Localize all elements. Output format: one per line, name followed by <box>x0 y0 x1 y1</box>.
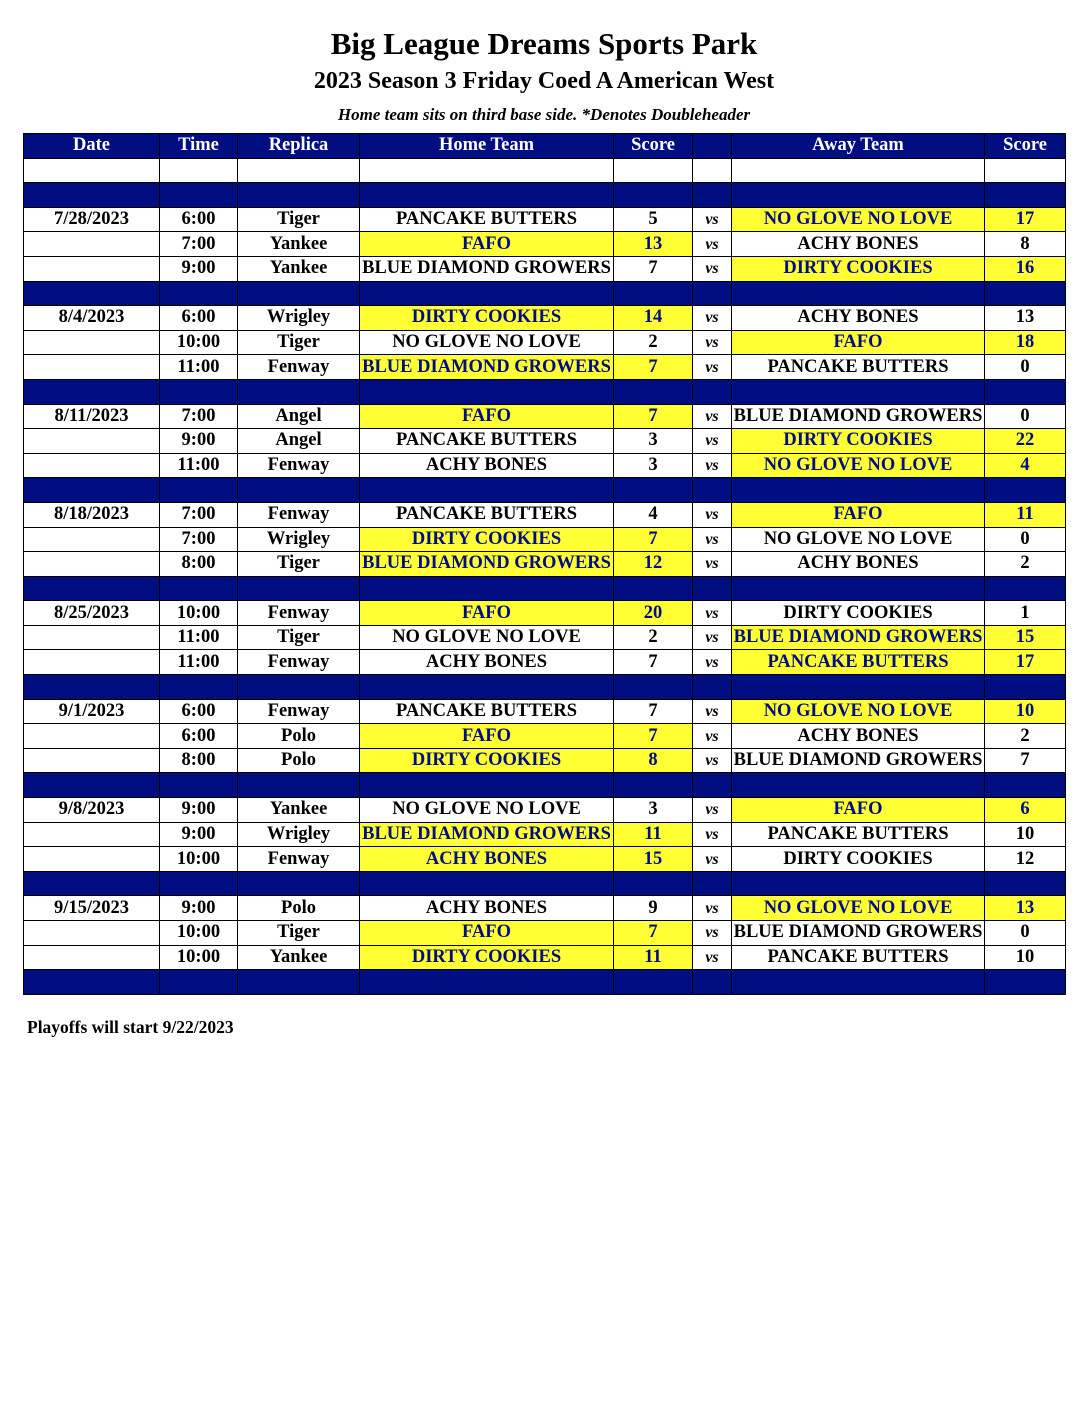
date-cell <box>24 256 160 281</box>
vs-cell: vs <box>693 625 732 650</box>
replica-cell: Yankee <box>238 232 360 257</box>
playoffs-note: Playoffs will start 9/22/2023 <box>27 1017 234 1037</box>
schedule-body <box>24 158 1066 994</box>
away-team-cell: FAFO <box>732 330 985 355</box>
away-team-cell: DIRTY COOKIES <box>732 601 985 626</box>
away-team-cell: NO GLOVE NO LOVE <box>732 699 985 724</box>
time-cell: 11:00 <box>160 650 238 675</box>
game-row <box>24 724 1066 749</box>
home-score-cell: 15 <box>614 847 693 872</box>
week-separator-band <box>24 970 1066 995</box>
week-separator-band <box>24 281 1066 306</box>
game-row <box>24 502 1066 527</box>
week-separator-band <box>24 675 1066 700</box>
game-row <box>24 650 1066 675</box>
away-team-cell: ACHY BONES <box>732 552 985 577</box>
home-score-cell: 7 <box>614 724 693 749</box>
away-score-cell: 13 <box>985 306 1066 331</box>
away-score-cell: 0 <box>985 921 1066 946</box>
week-separator-band <box>24 183 1066 208</box>
replica-cell: Fenway <box>238 453 360 478</box>
away-team-cell: BLUE DIAMOND GROWERS <box>732 404 985 429</box>
away-team-cell: DIRTY COOKIES <box>732 847 985 872</box>
home-team-cell: NO GLOVE NO LOVE <box>360 330 614 355</box>
col-header-replica: Replica <box>238 134 360 159</box>
time-cell: 7:00 <box>160 502 238 527</box>
time-cell: 10:00 <box>160 945 238 970</box>
replica-cell: Tiger <box>238 552 360 577</box>
game-row <box>24 552 1066 577</box>
time-cell: 9:00 <box>160 256 238 281</box>
home-score-cell: 3 <box>614 429 693 454</box>
game-row <box>24 404 1066 429</box>
time-cell: 7:00 <box>160 232 238 257</box>
time-cell: 10:00 <box>160 330 238 355</box>
away-score-cell: 10 <box>985 945 1066 970</box>
home-team-cell: PANCAKE BUTTERS <box>360 502 614 527</box>
away-score-cell: 10 <box>985 699 1066 724</box>
date-cell <box>24 847 160 872</box>
game-row <box>24 822 1066 847</box>
home-team-cell: BLUE DIAMOND GROWERS <box>360 552 614 577</box>
time-cell: 9:00 <box>160 798 238 823</box>
game-row <box>24 527 1066 552</box>
season-subtitle: 2023 Season 3 Friday Coed A American West <box>313 68 775 94</box>
game-row <box>24 921 1066 946</box>
home-team-cell: FAFO <box>360 921 614 946</box>
replica-cell: Wrigley <box>238 822 360 847</box>
col-header-home-score: Score <box>614 134 693 159</box>
home-team-cell: PANCAKE BUTTERS <box>360 429 614 454</box>
date-cell <box>24 330 160 355</box>
time-cell: 10:00 <box>160 921 238 946</box>
week-separator-band <box>24 576 1066 601</box>
time-cell: 9:00 <box>160 822 238 847</box>
away-score-cell: 13 <box>985 896 1066 921</box>
home-score-cell: 7 <box>614 355 693 380</box>
vs-cell: vs <box>693 306 732 331</box>
away-team-cell: NO GLOVE NO LOVE <box>732 896 985 921</box>
date-cell <box>24 822 160 847</box>
vs-cell: vs <box>693 847 732 872</box>
date-cell <box>24 355 160 380</box>
home-team-cell: FAFO <box>360 404 614 429</box>
replica-cell: Yankee <box>238 798 360 823</box>
week-separator-band <box>24 478 1066 503</box>
replica-cell: Tiger <box>238 330 360 355</box>
date-cell: 7/28/2023 <box>24 207 160 232</box>
col-header-date: Date <box>24 134 160 159</box>
home-team-cell: ACHY BONES <box>360 896 614 921</box>
away-score-cell: 16 <box>985 256 1066 281</box>
time-cell: 8:00 <box>160 748 238 773</box>
vs-cell: vs <box>693 945 732 970</box>
home-score-cell: 7 <box>614 921 693 946</box>
away-score-cell: 0 <box>985 404 1066 429</box>
game-row <box>24 601 1066 626</box>
home-team-cell: FAFO <box>360 724 614 749</box>
vs-cell: vs <box>693 453 732 478</box>
away-team-cell: BLUE DIAMOND GROWERS <box>732 748 985 773</box>
game-row <box>24 355 1066 380</box>
date-cell <box>24 650 160 675</box>
home-score-cell: 13 <box>614 232 693 257</box>
vs-cell: vs <box>693 527 732 552</box>
home-score-cell: 3 <box>614 453 693 478</box>
schedule-note: Home team sits on third base side. *Denotes Doubleheader <box>337 105 751 124</box>
home-team-cell: DIRTY COOKIES <box>360 748 614 773</box>
away-score-cell: 11 <box>985 502 1066 527</box>
replica-cell: Tiger <box>238 625 360 650</box>
home-score-cell: 2 <box>614 625 693 650</box>
away-score-cell: 18 <box>985 330 1066 355</box>
replica-cell: Polo <box>238 724 360 749</box>
away-team-cell: DIRTY COOKIES <box>732 429 985 454</box>
game-row <box>24 699 1066 724</box>
replica-cell: Tiger <box>238 207 360 232</box>
vs-cell: vs <box>693 207 732 232</box>
col-header-home-team: Home Team <box>360 134 614 159</box>
game-row <box>24 798 1066 823</box>
game-row <box>24 207 1066 232</box>
date-cell <box>24 724 160 749</box>
replica-cell: Fenway <box>238 650 360 675</box>
game-row <box>24 748 1066 773</box>
col-header-time: Time <box>160 134 238 159</box>
vs-cell: vs <box>693 552 732 577</box>
time-cell: 10:00 <box>160 847 238 872</box>
page-title: Big League Dreams Sports Park <box>330 26 758 61</box>
away-team-cell: PANCAKE BUTTERS <box>732 650 985 675</box>
home-score-cell: 7 <box>614 256 693 281</box>
away-score-cell: 2 <box>985 724 1066 749</box>
vs-cell: vs <box>693 256 732 281</box>
home-score-cell: 5 <box>614 207 693 232</box>
home-team-cell: BLUE DIAMOND GROWERS <box>360 822 614 847</box>
home-score-cell: 2 <box>614 330 693 355</box>
time-cell: 11:00 <box>160 625 238 650</box>
home-team-cell: BLUE DIAMOND GROWERS <box>360 256 614 281</box>
time-cell: 6:00 <box>160 207 238 232</box>
time-cell: 9:00 <box>160 429 238 454</box>
home-team-cell: PANCAKE BUTTERS <box>360 699 614 724</box>
away-score-cell: 0 <box>985 527 1066 552</box>
date-cell: 9/1/2023 <box>24 699 160 724</box>
away-score-cell: 10 <box>985 822 1066 847</box>
game-row <box>24 847 1066 872</box>
home-score-cell: 14 <box>614 306 693 331</box>
vs-cell: vs <box>693 724 732 749</box>
away-score-cell: 7 <box>985 748 1066 773</box>
vs-cell: vs <box>693 896 732 921</box>
away-score-cell: 4 <box>985 453 1066 478</box>
date-cell: 9/15/2023 <box>24 896 160 921</box>
game-row <box>24 453 1066 478</box>
vs-cell: vs <box>693 798 732 823</box>
time-cell: 8:00 <box>160 552 238 577</box>
away-score-cell: 8 <box>985 232 1066 257</box>
vs-cell: vs <box>693 355 732 380</box>
time-cell: 6:00 <box>160 699 238 724</box>
home-score-cell: 11 <box>614 822 693 847</box>
game-row <box>24 256 1066 281</box>
date-cell: 8/4/2023 <box>24 306 160 331</box>
replica-cell: Polo <box>238 748 360 773</box>
away-team-cell: NO GLOVE NO LOVE <box>732 527 985 552</box>
home-team-cell: ACHY BONES <box>360 650 614 675</box>
date-cell: 8/11/2023 <box>24 404 160 429</box>
date-cell <box>24 748 160 773</box>
vs-cell: vs <box>693 921 732 946</box>
col-header-away-score: Score <box>985 134 1066 159</box>
away-team-cell: BLUE DIAMOND GROWERS <box>732 921 985 946</box>
blank-row <box>24 158 1066 183</box>
date-cell: 8/18/2023 <box>24 502 160 527</box>
home-score-cell: 7 <box>614 527 693 552</box>
away-score-cell: 22 <box>985 429 1066 454</box>
home-team-cell: ACHY BONES <box>360 453 614 478</box>
away-score-cell: 17 <box>985 207 1066 232</box>
away-team-cell: NO GLOVE NO LOVE <box>732 453 985 478</box>
home-team-cell: FAFO <box>360 601 614 626</box>
away-team-cell: PANCAKE BUTTERS <box>732 355 985 380</box>
header-row <box>24 134 1066 159</box>
replica-cell: Angel <box>238 404 360 429</box>
home-team-cell: FAFO <box>360 232 614 257</box>
time-cell: 10:00 <box>160 601 238 626</box>
home-team-cell: DIRTY COOKIES <box>360 306 614 331</box>
home-team-cell: BLUE DIAMOND GROWERS <box>360 355 614 380</box>
home-team-cell: NO GLOVE NO LOVE <box>360 625 614 650</box>
time-cell: 6:00 <box>160 724 238 749</box>
away-team-cell: FAFO <box>732 798 985 823</box>
vs-cell: vs <box>693 502 732 527</box>
home-score-cell: 11 <box>614 945 693 970</box>
home-score-cell: 9 <box>614 896 693 921</box>
game-row <box>24 625 1066 650</box>
home-team-cell: NO GLOVE NO LOVE <box>360 798 614 823</box>
game-row <box>24 306 1066 331</box>
replica-cell: Tiger <box>238 921 360 946</box>
away-team-cell: PANCAKE BUTTERS <box>732 945 985 970</box>
home-team-cell: DIRTY COOKIES <box>360 527 614 552</box>
home-score-cell: 7 <box>614 699 693 724</box>
date-cell <box>24 945 160 970</box>
away-score-cell: 6 <box>985 798 1066 823</box>
game-row <box>24 945 1066 970</box>
replica-cell: Angel <box>238 429 360 454</box>
vs-cell: vs <box>693 822 732 847</box>
vs-cell: vs <box>693 330 732 355</box>
date-cell <box>24 453 160 478</box>
replica-cell: Polo <box>238 896 360 921</box>
vs-cell: vs <box>693 232 732 257</box>
away-score-cell: 2 <box>985 552 1066 577</box>
away-score-cell: 12 <box>985 847 1066 872</box>
week-separator-band <box>24 379 1066 404</box>
game-row <box>24 330 1066 355</box>
week-separator-band <box>24 773 1066 798</box>
replica-cell: Fenway <box>238 601 360 626</box>
home-score-cell: 20 <box>614 601 693 626</box>
time-cell: 7:00 <box>160 527 238 552</box>
home-score-cell: 12 <box>614 552 693 577</box>
date-cell <box>24 921 160 946</box>
away-team-cell: NO GLOVE NO LOVE <box>732 207 985 232</box>
date-cell <box>24 625 160 650</box>
time-cell: 11:00 <box>160 355 238 380</box>
away-team-cell: ACHY BONES <box>732 232 985 257</box>
away-score-cell: 15 <box>985 625 1066 650</box>
replica-cell: Wrigley <box>238 306 360 331</box>
home-score-cell: 4 <box>614 502 693 527</box>
schedule-table <box>23 133 1066 995</box>
replica-cell: Yankee <box>238 945 360 970</box>
vs-cell: vs <box>693 748 732 773</box>
away-score-cell: 1 <box>985 601 1066 626</box>
home-score-cell: 7 <box>614 650 693 675</box>
week-separator-band <box>24 871 1066 896</box>
date-cell <box>24 552 160 577</box>
time-cell: 7:00 <box>160 404 238 429</box>
date-cell <box>24 232 160 257</box>
time-cell: 6:00 <box>160 306 238 331</box>
home-team-cell: PANCAKE BUTTERS <box>360 207 614 232</box>
date-cell <box>24 527 160 552</box>
vs-cell: vs <box>693 601 732 626</box>
col-header-away-team: Away Team <box>732 134 985 159</box>
away-score-cell: 0 <box>985 355 1066 380</box>
home-team-cell: DIRTY COOKIES <box>360 945 614 970</box>
away-team-cell: PANCAKE BUTTERS <box>732 822 985 847</box>
home-score-cell: 3 <box>614 798 693 823</box>
col-header-vs <box>693 134 732 159</box>
time-cell: 9:00 <box>160 896 238 921</box>
replica-cell: Fenway <box>238 699 360 724</box>
home-score-cell: 7 <box>614 404 693 429</box>
replica-cell: Fenway <box>238 847 360 872</box>
away-team-cell: ACHY BONES <box>732 724 985 749</box>
time-cell: 11:00 <box>160 453 238 478</box>
away-team-cell: FAFO <box>732 502 985 527</box>
replica-cell: Fenway <box>238 355 360 380</box>
vs-cell: vs <box>693 699 732 724</box>
replica-cell: Wrigley <box>238 527 360 552</box>
away-team-cell: DIRTY COOKIES <box>732 256 985 281</box>
home-score-cell: 8 <box>614 748 693 773</box>
date-cell <box>24 429 160 454</box>
game-row <box>24 429 1066 454</box>
date-cell: 9/8/2023 <box>24 798 160 823</box>
away-score-cell: 17 <box>985 650 1066 675</box>
date-cell: 8/25/2023 <box>24 601 160 626</box>
replica-cell: Fenway <box>238 502 360 527</box>
game-row <box>24 896 1066 921</box>
away-team-cell: BLUE DIAMOND GROWERS <box>732 625 985 650</box>
game-row <box>24 232 1066 257</box>
vs-cell: vs <box>693 650 732 675</box>
replica-cell: Yankee <box>238 256 360 281</box>
vs-cell: vs <box>693 429 732 454</box>
vs-cell: vs <box>693 404 732 429</box>
away-team-cell: ACHY BONES <box>732 306 985 331</box>
home-team-cell: ACHY BONES <box>360 847 614 872</box>
